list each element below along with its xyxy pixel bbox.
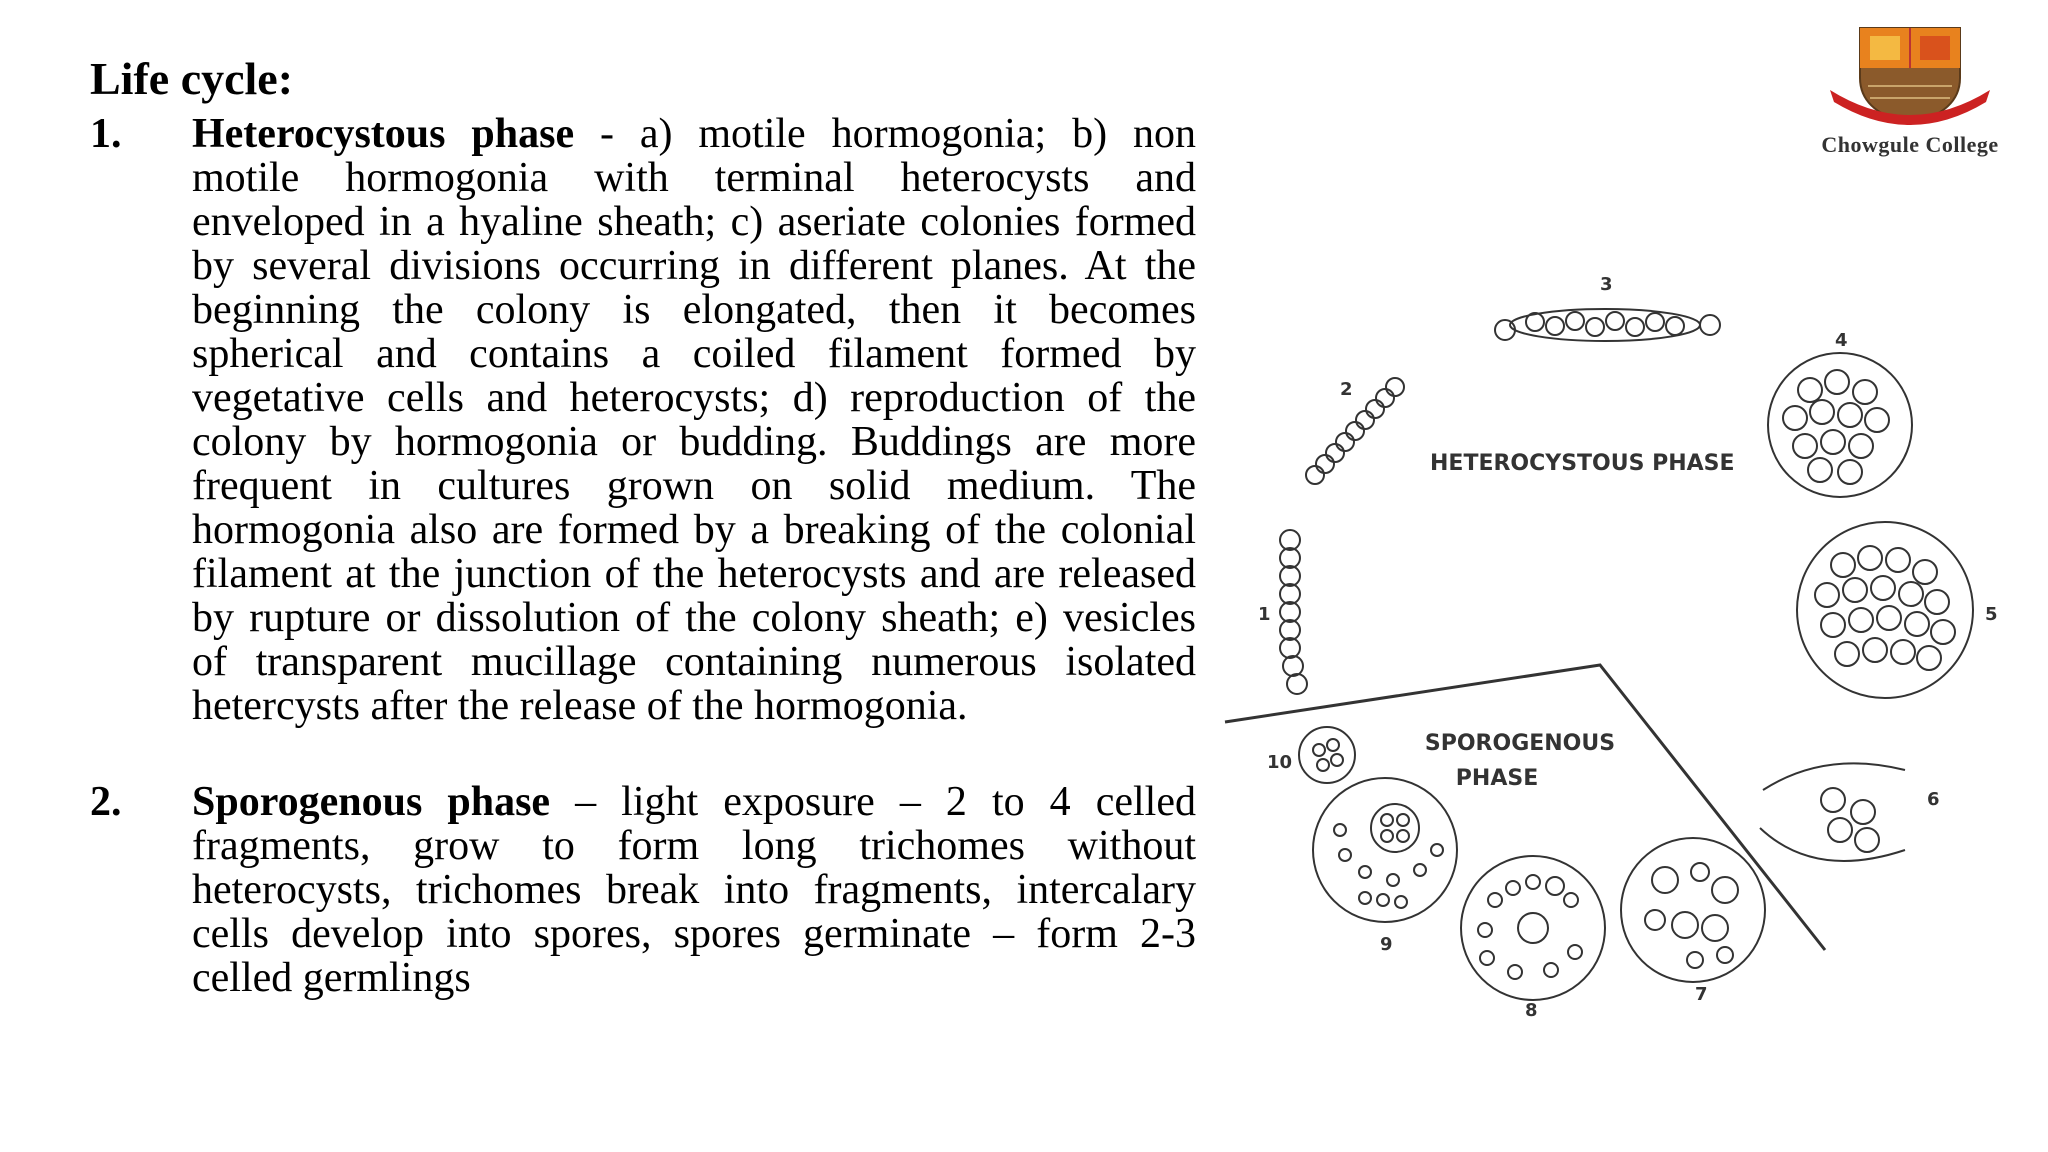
- stage-2-filament: [1306, 378, 1404, 484]
- stage-number: 1: [1258, 604, 1271, 625]
- stage-number: 3: [1600, 274, 1613, 295]
- list-number: 2.: [90, 779, 122, 825]
- stage-8-vesicle: [1461, 856, 1605, 1000]
- stage-6-fragments: [1760, 763, 1905, 861]
- stage-7-vesicle: [1621, 838, 1765, 982]
- stage-number: 10: [1267, 752, 1293, 773]
- list-item-lead: Heterocystous phase: [192, 111, 575, 157]
- stage-number: 8: [1525, 1000, 1538, 1021]
- stage-number: 2: [1340, 379, 1353, 400]
- college-crest-icon: [1790, 20, 2030, 130]
- stage-3-colony: [1495, 309, 1720, 341]
- stage-4-colony: [1768, 353, 1912, 497]
- list-item-text: – light exposure – 2 to 4 celled fragments, grow to form long trichomes without heterocysts, trichomes break into fragments, intercalary cells develop into spores, spores germinate – form 2-3 celled germlings: [192, 779, 1196, 1001]
- list-item-body: [192, 780, 1196, 1000]
- stage-10-germling: [1299, 727, 1355, 783]
- list-item-lead: Sporogenous phase: [192, 779, 551, 825]
- heterocystous-phase-label: HETEROCYSTOUS PHASE: [1430, 451, 1735, 476]
- list-number: 1.: [90, 111, 122, 157]
- list-item-body: [192, 112, 1196, 728]
- stage-number: 5: [1985, 604, 1998, 625]
- stage-1-filament: [1280, 530, 1307, 694]
- life-cycle-diagram: [1215, 260, 2015, 1040]
- stage-number: 4: [1835, 330, 1848, 351]
- sporogenous-phase-label-2: PHASE: [1455, 766, 1539, 791]
- list-item-text: - a) motile hormogonia; b) non motile hormogonia with terminal heterocysts and enveloped in a hyaline sheath; c) aseriate colonies formed by several divisions occurring in different planes. At the beginning the colony is elongated, then it becomes spherical and contains a coiled filament formed by vegetative cells and heterocysts; d) reproduction of the colony by hormogonia or budding. Buddings are more frequent in cultures grown on solid medium. The hormogonia also are formed by a breaking of the colonial filament at the junction of the heterocysts and are released by rupture or dissolution of the colony sheath; e) vesicles of transparent mucillage containing numerous isolated hetercysts after the release of the hormogonia.: [192, 111, 1196, 729]
- stage-9-vesicle: [1313, 778, 1457, 922]
- college-name: Chowgule College: [1821, 132, 1999, 157]
- sporogenous-phase-label: SPOROGENOUS: [1424, 731, 1616, 756]
- college-logo: [1790, 20, 2030, 170]
- phase-divider: [1225, 665, 1825, 950]
- stage-number: 7: [1695, 984, 1708, 1005]
- list-item-heterocystous: [90, 112, 1196, 728]
- stage-number: 6: [1927, 789, 1940, 810]
- stage-number: 9: [1380, 934, 1393, 955]
- slide-heading: Life cycle:: [90, 53, 294, 104]
- list-item-sporogenous: [90, 780, 1196, 1000]
- stage-5-colony: [1797, 522, 1973, 698]
